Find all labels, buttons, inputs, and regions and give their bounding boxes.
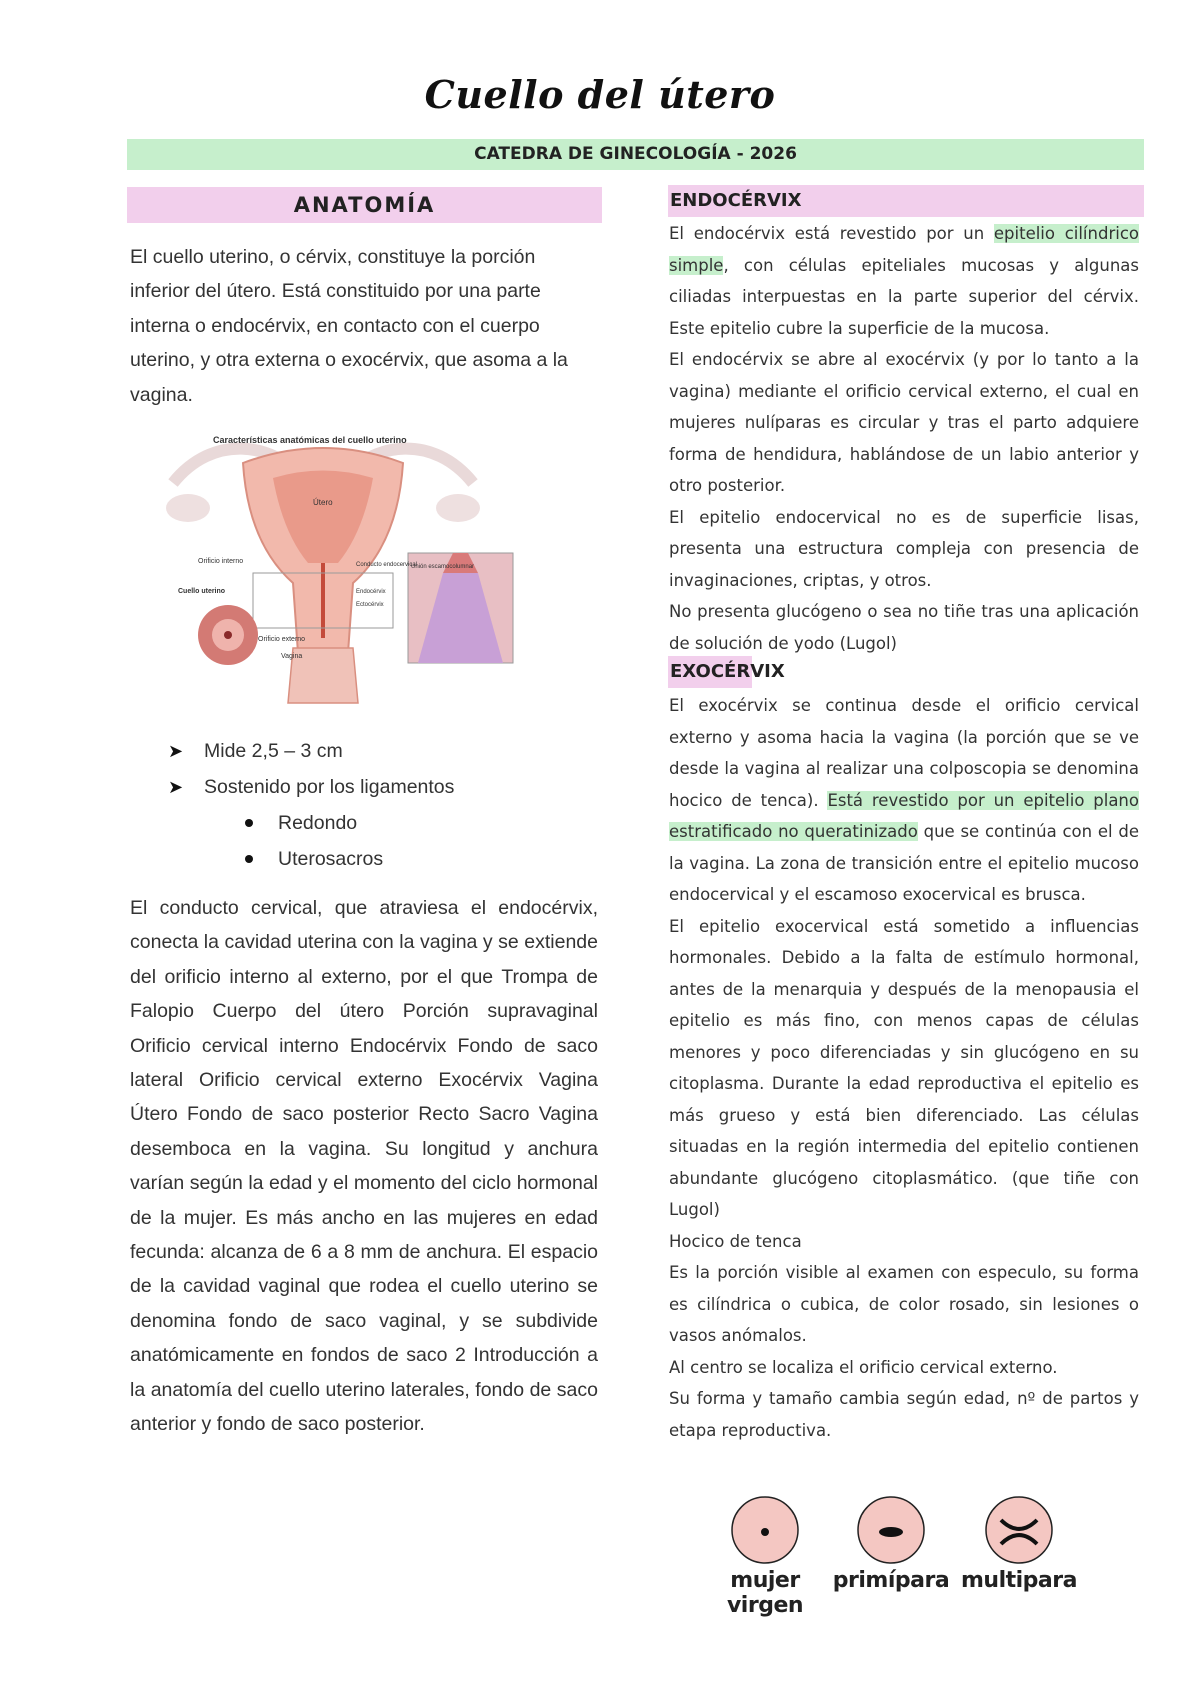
cervix-os-types-figure (700, 1494, 1100, 1618)
endocervix-paragraph: El endocérvix se abre al exocérvix (y por lo tanto a la vagina) mediante el orificio cervical externo, el cual en mujeres nulíparas es circular y tras el parto adquiere forma de hendidura, hablándose de un labio anterior y otro posterior. (669, 350, 1139, 495)
list-item: ➤ Mide 2,5 – 3 cm (168, 733, 588, 769)
cervix-type-primipara: primípara (826, 1494, 956, 1593)
anatomy-intro: El cuello uterino, o cérvix, constituye la porción inferior del útero. Está constituido por una parte interna o endocérvix, en contacto con el cuerpo uterino, y otra externa o exocérvix, que asoma a la vagina. (130, 246, 568, 406)
exocervix-paragraph: Hocico de tenca (669, 1231, 802, 1251)
label-cuello-uterino: Cuello uterino (178, 588, 226, 595)
exocervix-text (669, 690, 1139, 1446)
anatomy-heading: ANATOMÍA (127, 187, 602, 223)
endocervix-paragraph: No presenta glucógeno o sea no tiñe tras una aplicación de solución de yodo (Lugol) (669, 602, 1139, 653)
list-item: Uterosacros (168, 841, 588, 877)
endocervix-paragraph: El endocérvix está revestido por un epitelio cilíndrico simple, con células epiteliales mucosas y algunas ciliadas interpuestas en la parte superior del cérvix. Este epitelio cubre la superficie de la mucosa. (669, 224, 1139, 338)
cervix-type-virgin: mujer virgen (700, 1494, 830, 1618)
endocervix-text (669, 218, 1139, 659)
page-title: Cuello del útero (424, 72, 776, 117)
exocervix-paragraph: Es la porción visible al examen con especulo, su forma es cilíndrica o cubica, de color rosado, sin lesiones o vasos anómalos. (669, 1263, 1139, 1345)
uterus-illustration (153, 423, 525, 705)
figure-title: Características anatómicas del cuello uterino (213, 435, 407, 445)
list-item: ➤ Sostenido por los ligamentos (168, 769, 588, 805)
label-ectocervix: Ectocérvix (356, 602, 384, 608)
label-vagina: Vagina (281, 653, 303, 660)
exocervix-heading: EXOCÉRVIX (668, 656, 752, 688)
irregular-os-icon (983, 1494, 1055, 1566)
cervical-canal-paragraph: El conducto cervical, que atraviesa el endocérvix, conecta la cavidad uterina con la vagina y se extiende del orificio interno al externo, por el que Trompa de Falopio Cuerpo del útero Porción supravaginal Orificio cervical interno Endocérvix Fondo de saco lateral Orificio cervical externo Exocérvix Vagina Útero Fondo de saco posterior Recto Sacro Vagina desemboca en la vagina. Su longitud y anchura varían según la edad y el momento del ciclo hormonal de la mujer. Es más ancho en las mujeres en edad fecunda: alcanza de 6 a 8 mm de anchura. El espacio de la cavidad vaginal que rodea el cuello uterino se denomina fondo de saco vaginal, y se subdivide anatómicamente en fondos de saco 2 Introducción a la anatomía del cuello uterino laterales, fondo de saco anterior y fondo de saco posterior. (130, 897, 598, 1436)
slit-os-icon (855, 1494, 927, 1566)
dot-bullet-icon (245, 819, 253, 827)
label-utero: Útero (313, 498, 333, 507)
exocervix-paragraph: Su forma y tamaño cambia según edad, nº de partos y etapa reproductiva. (669, 1389, 1139, 1440)
label-union: Unión escamocolumnar (411, 564, 475, 570)
label-conducto: Conducto endocervical (356, 562, 418, 568)
label-endocervix: Endocérvix (356, 589, 386, 595)
anatomy-bullets (168, 733, 588, 877)
exocervix-paragraph: El epitelio exocervical está sometido a influencias hormonales. Debido a la falta de estímulo hormonal, antes de la menarquia y después de la menopausia el epitelio es más fino, con menos capas de células menores y poco diferenciadas y sin glucógeno en su citoplasma. Durante la edad reproductiva el epitelio es más grueso y está bien diferenciado. Las células situadas en la región intermedia del epitelio contienen abundante glucógeno citoplasmático. (que tiñe con Lugol) (669, 916, 1139, 1219)
highlight: epitelio cilíndrico simple (669, 224, 1139, 275)
list-item: Redondo (168, 805, 588, 841)
course-subtitle: CATEDRA DE GINECOLOGÍA - 2026 (127, 139, 1144, 170)
exocervix-paragraph: El exocérvix se continua desde el orificio cervical externo y asoma hacia la vagina (la porción que se ve desde la vagina al realizar una colposcopia se denomina hocico de tenca). Está revestido por un epitelio plano estratificado no queratinizado que se continúa con el de la vagina. La zona de transición entre el epitelio mucoso endocervical y el escamoso exocervical es brusca. (669, 696, 1139, 904)
highlight: Está revestido por un epitelio plano estratificado no queratinizado (669, 790, 1139, 841)
label-orificio-externo: Orificio externo (258, 636, 306, 643)
endocervix-heading: ENDOCÉRVIX (668, 185, 1144, 217)
dot-bullet-icon (245, 855, 253, 863)
endocervix-paragraph: El epitelio endocervical no es de superficie lisas, presenta una estructura compleja con presencia de invaginaciones, criptas, y otros. (669, 507, 1139, 590)
label-orificio-interno: Orificio interno (198, 558, 244, 565)
uterus-anatomy-figure (153, 423, 525, 705)
arrow-bullet-icon: ➤ (168, 777, 184, 797)
round-os-icon (729, 1494, 801, 1566)
arrow-bullet-icon: ➤ (168, 741, 184, 761)
cervix-type-multipara: multipara (954, 1494, 1084, 1593)
exocervix-paragraph: Al centro se localiza el orificio cervical externo. (669, 1357, 1058, 1377)
